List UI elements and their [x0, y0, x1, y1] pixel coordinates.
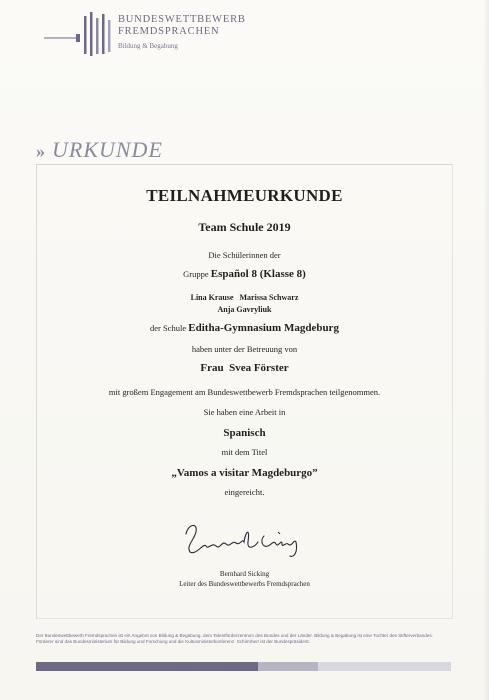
logo-text — [118, 14, 246, 50]
page-edge-shadow — [483, 0, 489, 700]
footer-text: Der Bundeswettbewerb Fremdsprachen ist ein Angebot von Bildung & Begabung, dem Talentförderzentrum des Bundes und der Länder. Bildung & Begabung ist eine Tochter des Stifterverbandes. Förderer sind das Bundesministerium für Bildung und Forschung und die Kultusministerkonferenz. Schirmherr ist der Bundespräsident. — [36, 633, 433, 644]
footer-color-bar — [36, 662, 451, 671]
intro-text: Die Schülerinnen der — [208, 250, 281, 260]
bar-segment-dark — [36, 662, 258, 671]
school-name: Editha-Gymnasium Magdeburg — [188, 322, 339, 334]
school-line — [0, 322, 489, 334]
supervision-text: haben unter der Betreuung von — [191, 344, 298, 354]
logo-line-1: BUNDESWETTBEWERB — [118, 14, 246, 25]
submitted-text: eingereicht. — [224, 487, 265, 497]
double-chevron-icon: » — [36, 141, 46, 161]
title-intro-text: mit dem Titel — [221, 447, 268, 457]
engagement-text: mit großem Engagement am Bundeswettbewerb Fremdsprachen teilgenommen. — [108, 387, 381, 397]
signer-role: Leiter des Bundeswettbewerbs Fremdsprachen — [179, 580, 310, 588]
logo-line-3: Bildung & Begabung — [118, 42, 178, 50]
team-heading: Team Schule 2019 — [198, 220, 291, 234]
urkunde-heading — [36, 137, 163, 163]
bar-segment-light — [318, 662, 451, 671]
work-intro-text: Sie haben eine Arbeit in — [203, 407, 286, 417]
urkunde-label: URKUNDE — [52, 137, 163, 162]
bar-segment-mid — [258, 662, 318, 671]
school-prefix: der Schule — [150, 323, 187, 333]
signature-icon — [178, 512, 308, 562]
student-names-1: Lina Krause Marissa Schwarz — [190, 293, 299, 302]
student-names-2: Anja Gavryliuk — [217, 305, 272, 314]
work-title: „Vamos a visitar Magdeburgo” — [171, 467, 318, 479]
group-prefix: Gruppe — [183, 269, 209, 279]
logo-line-2: FREMDSPRACHEN — [118, 26, 220, 37]
teacher-name: Frau Svea Förster — [200, 362, 289, 374]
language-name: Spanisch — [223, 427, 266, 439]
group-name: Español 8 (Klasse 8) — [210, 268, 306, 280]
signer-name: Bernhard Sicking — [219, 570, 270, 578]
group-line — [0, 268, 489, 280]
certificate-title: TEILNAHMEURKUNDE — [146, 186, 343, 205]
